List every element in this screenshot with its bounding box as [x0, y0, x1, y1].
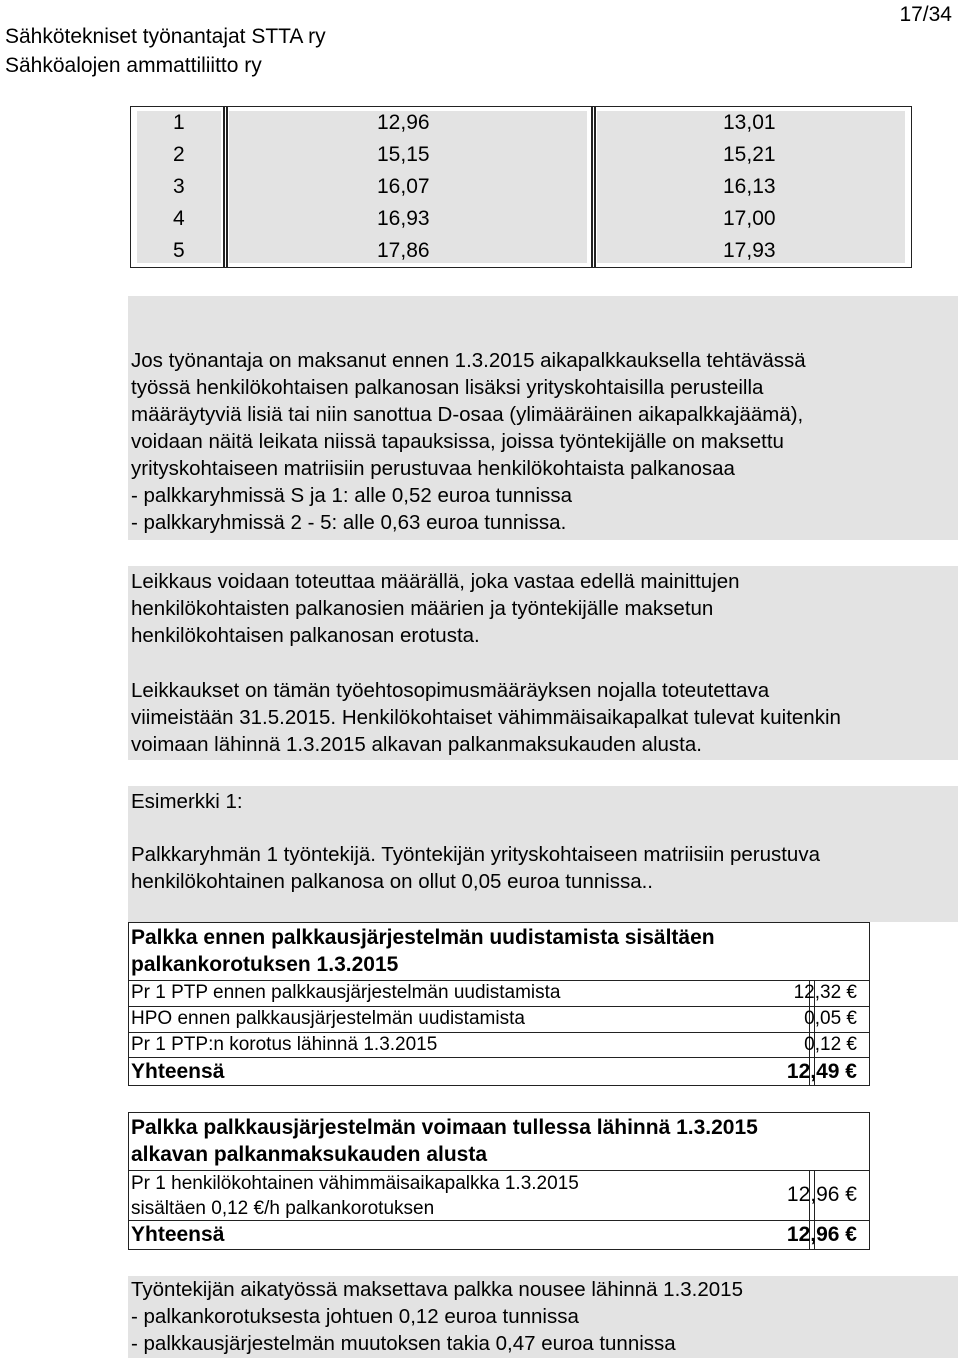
table-row: 1 12,96 13,01 — [173, 111, 776, 134]
box-title: palkankorotuksen 1.3.2015 — [131, 953, 399, 976]
protocol-text: Jos työnantaja on maksanut ennen 1.3.2015 aikapalkkauksella tehtävässä työssä henkilökohtaisen palkanosan lisäksi yrityskohtaisilla perusteilla määräytyviä lisiä tai niin sanottua D-osaa (ylimääräinen aikapalkkajäämä), voidaan näitä leikata niissä tapauksissa, joissa työntekijälle on maksettu yrityskohtaiseen matriisiin perustuvaa henkilökohtaista palkanosaa - palkkaryhmissä S ja 1: alle 0,52 euroa tunnissa - palkkaryhmissä 2 - 5: alle 0,63 euroa tunnissa. — [131, 349, 806, 534]
total-row: Yhteensä 12,96 € — [129, 1220, 869, 1249]
calc-row: HPO ennen palkkausjärjestelmän uudistamista 0,05 € — [129, 1006, 869, 1032]
org-name-union: Sähköalojen ammattiliitto ry — [5, 54, 262, 77]
page-number: 17/34 — [899, 3, 952, 26]
deadline-text: Leikkaukset on tämän työehtosopimusmääräyksen nojalla toteutettava viimeistään 31.5.2015. Henkilökohtaiset vähimmäisaikapalkat tulevat kuitenkin voimaan lähinnä 1.3.2015 alkavan palkanmaksukauden alusta. — [131, 679, 841, 756]
box-title: Palkka ennen palkkausjärjestelmän uudistamista sisältäen — [131, 926, 715, 949]
example-text: Palkkaryhmän 1 työntekijä. Työntekijän yrityskohtaiseen matriisiin perustuva henkilökohtainen palkanosa on ollut 0,05 euroa tunnissa.. — [131, 843, 820, 893]
closing-text: Työntekijän aikatyössä maksettava palkka nousee lähinnä 1.3.2015 - palkankorotuksesta johtuen 0,12 euroa tunnissa - palkkausjärjestelmän muutoksen takia 0,47 euroa tunnissa — [131, 1278, 743, 1355]
example-heading: Esimerkki 1: — [131, 790, 243, 813]
salary-table — [130, 106, 912, 268]
table-row: 3 16,07 16,13 — [173, 175, 776, 198]
cut-text: Leikkaus voidaan toteuttaa määrällä, joka vastaa edellä mainittujen henkilökohtaisten palkanosien määrien ja työntekijälle maksetun henkilökohtaisen palkanosan erotusta. — [131, 570, 740, 647]
box-title: Palkka palkkausjärjestelmän voimaan tullessa lähinnä 1.3.2015 — [131, 1116, 758, 1139]
calc-row: Pr 1 PTP ennen palkkausjärjestelmän uudistamista 12,32 € — [129, 980, 869, 1006]
salary-after-box — [128, 1112, 870, 1250]
org-name-employers: Sähkötekniset työnantajat STTA ry — [5, 25, 326, 48]
salary-before-box — [128, 922, 870, 1086]
table-row: 5 17,86 17,93 — [173, 239, 776, 262]
total-row: Yhteensä 12,49 € — [129, 1057, 869, 1085]
table-row: 4 16,93 17,00 — [173, 207, 776, 230]
calc-row: Pr 1 PTP:n korotus lähinnä 1.3.2015 0,12 € — [129, 1032, 869, 1057]
box-title: alkavan palkanmaksukauden alusta — [131, 1143, 488, 1166]
calc-row: Pr 1 henkilökohtainen vähimmäisaikapalkka 1.3.2015 sisältäen 0,12 €/h palkankorotuksen 12,96 € — [129, 1170, 869, 1220]
table-row: 2 15,15 15,21 — [173, 143, 776, 166]
